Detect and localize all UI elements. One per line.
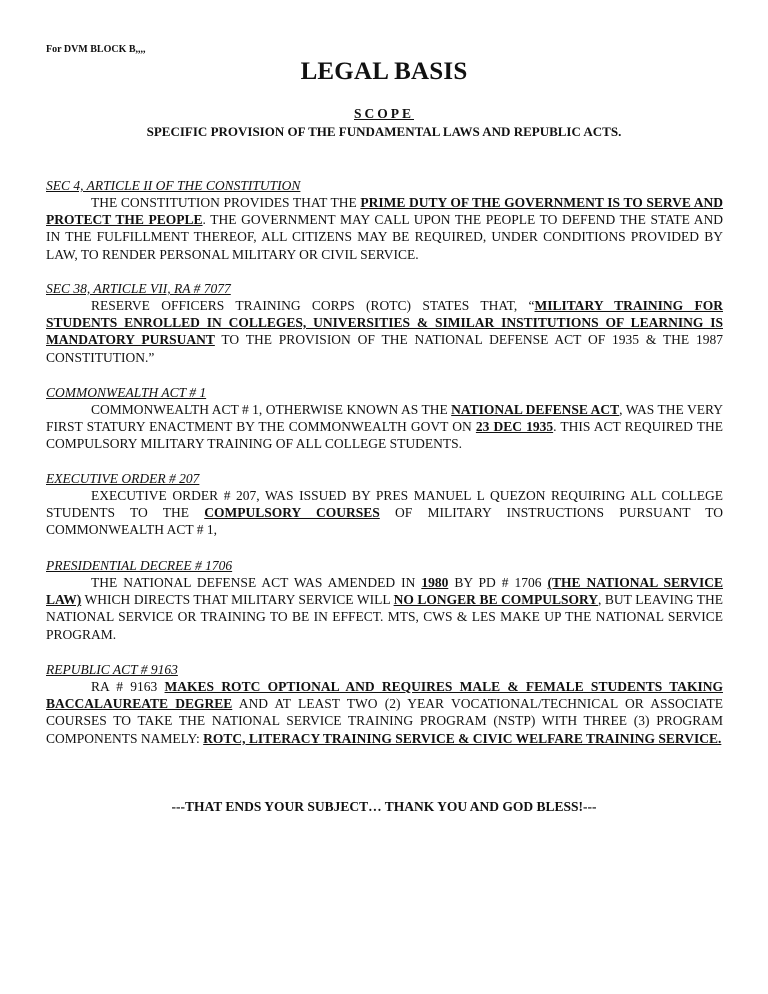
section-constitution: [46, 177, 723, 263]
scope-heading: SCOPE: [353, 106, 414, 121]
section-commonwealth-act: [46, 384, 723, 453]
page-subtitle: SPECIFIC PROVISION OF THE FUNDAMENTAL LAWS AND REPUBLIC ACTS.: [146, 124, 622, 139]
section-paragraph: RESERVE OFFICERS TRAINING CORPS (ROTC) STATES THAT, “MILITARY TRAINING FOR STUDENTS ENROLLED IN COLLEGES, UNIVERSITIES & SIMILAR INSTITUTIONS OF LEARNING IS MANDATORY PURSUANT TO THE PROVISION OF THE NATIONAL DEFENSE ACT OF 1935 & THE 1987 CONSTITUTION.”: [46, 298, 723, 365]
section-ra-7077: [46, 280, 723, 366]
section-heading: SEC 4, ARTICLE II OF THE CONSTITUTION: [46, 178, 301, 193]
section-heading: REPUBLIC ACT # 9163: [46, 662, 178, 677]
section-paragraph: THE CONSTITUTION PROVIDES THAT THE PRIME DUTY OF THE GOVERNMENT IS TO SERVE AND PROTECT THE PEOPLE. THE GOVERNMENT MAY CALL UPON THE PEOPLE TO DEFEND THE STATE AND IN THE FULFILLMENT THEREOF, ALL CITIZENS MAY BE REQUIRED, UNDER CONDITIONS PROVIDED BY LAW, TO RENDER PERSONAL MILITARY OR CIVIL SERVICE.: [46, 195, 724, 262]
page-title: LEGAL BASIS: [300, 58, 468, 85]
section-heading: COMMONWEALTH ACT # 1: [46, 385, 207, 400]
section-heading: EXECUTIVE ORDER # 207: [46, 471, 200, 486]
section-ra-9163: [46, 661, 723, 747]
closing-line: ---THAT ENDS YOUR SUBJECT… THANK YOU AND GOD BLESS!---: [171, 799, 597, 814]
section-paragraph: RA # 9163 MAKES ROTC OPTIONAL AND REQUIRES MALE & FEMALE STUDENTS TAKING BACCALAUREATE DEGREE AND AT LEAST TWO (2) YEAR VOCATIONAL/TECHNICAL OR ASSOCIATE COURSES TO TAKE THE NATIONAL SERVICE TRAINING PROGRAM (NSTP) WITH THREE (3) PROGRAM COMPONENTS NAMELY: ROTC, LITERACY TRAINING SERVICE & CIVIC WELFARE TRAINING SERVICE.: [46, 679, 723, 746]
header-note: For DVM BLOCK B,,,,: [46, 44, 146, 55]
section-heading: PRESIDENTIAL DECREE # 1706: [46, 558, 233, 573]
section-paragraph: THE NATIONAL DEFENSE ACT WAS AMENDED IN 1980 BY PD # 1706 (THE NATIONAL SERVICE LAW) WHICH DIRECTS THAT MILITARY SERVICE WILL NO LONGER BE COMPULSORY, BUT LEAVING THE NATIONAL SERVICE OR TRAINING TO BE IN EFFECT. MTS, CWS & LES MAKE UP THE NATIONAL SERVICE PROGRAM.: [46, 575, 724, 642]
section-presidential-decree: [46, 557, 723, 643]
section-paragraph: EXECUTIVE ORDER # 207, WAS ISSUED BY PRES MANUEL L QUEZON REQUIRING ALL COLLEGE STUDENTS TO THE COMPULSORY COURSES OF MILITARY INSTRUCTIONS PURSUANT TO COMMONWEALTH ACT # 1,: [46, 488, 723, 538]
section-executive-order: [46, 470, 723, 539]
section-paragraph: COMMONWEALTH ACT # 1, OTHERWISE KNOWN AS THE NATIONAL DEFENSE ACT, WAS THE VERY FIRST STATURY ENACTMENT BY THE COMMONWEALTH GOVT ON 23 DEC 1935. THIS ACT REQUIRED THE COMPULSORY MILITARY TRAINING OF ALL COLLEGE STUDENTS.: [46, 402, 723, 452]
section-heading: SEC 38, ARTICLE VII, RA # 7077: [46, 281, 231, 296]
